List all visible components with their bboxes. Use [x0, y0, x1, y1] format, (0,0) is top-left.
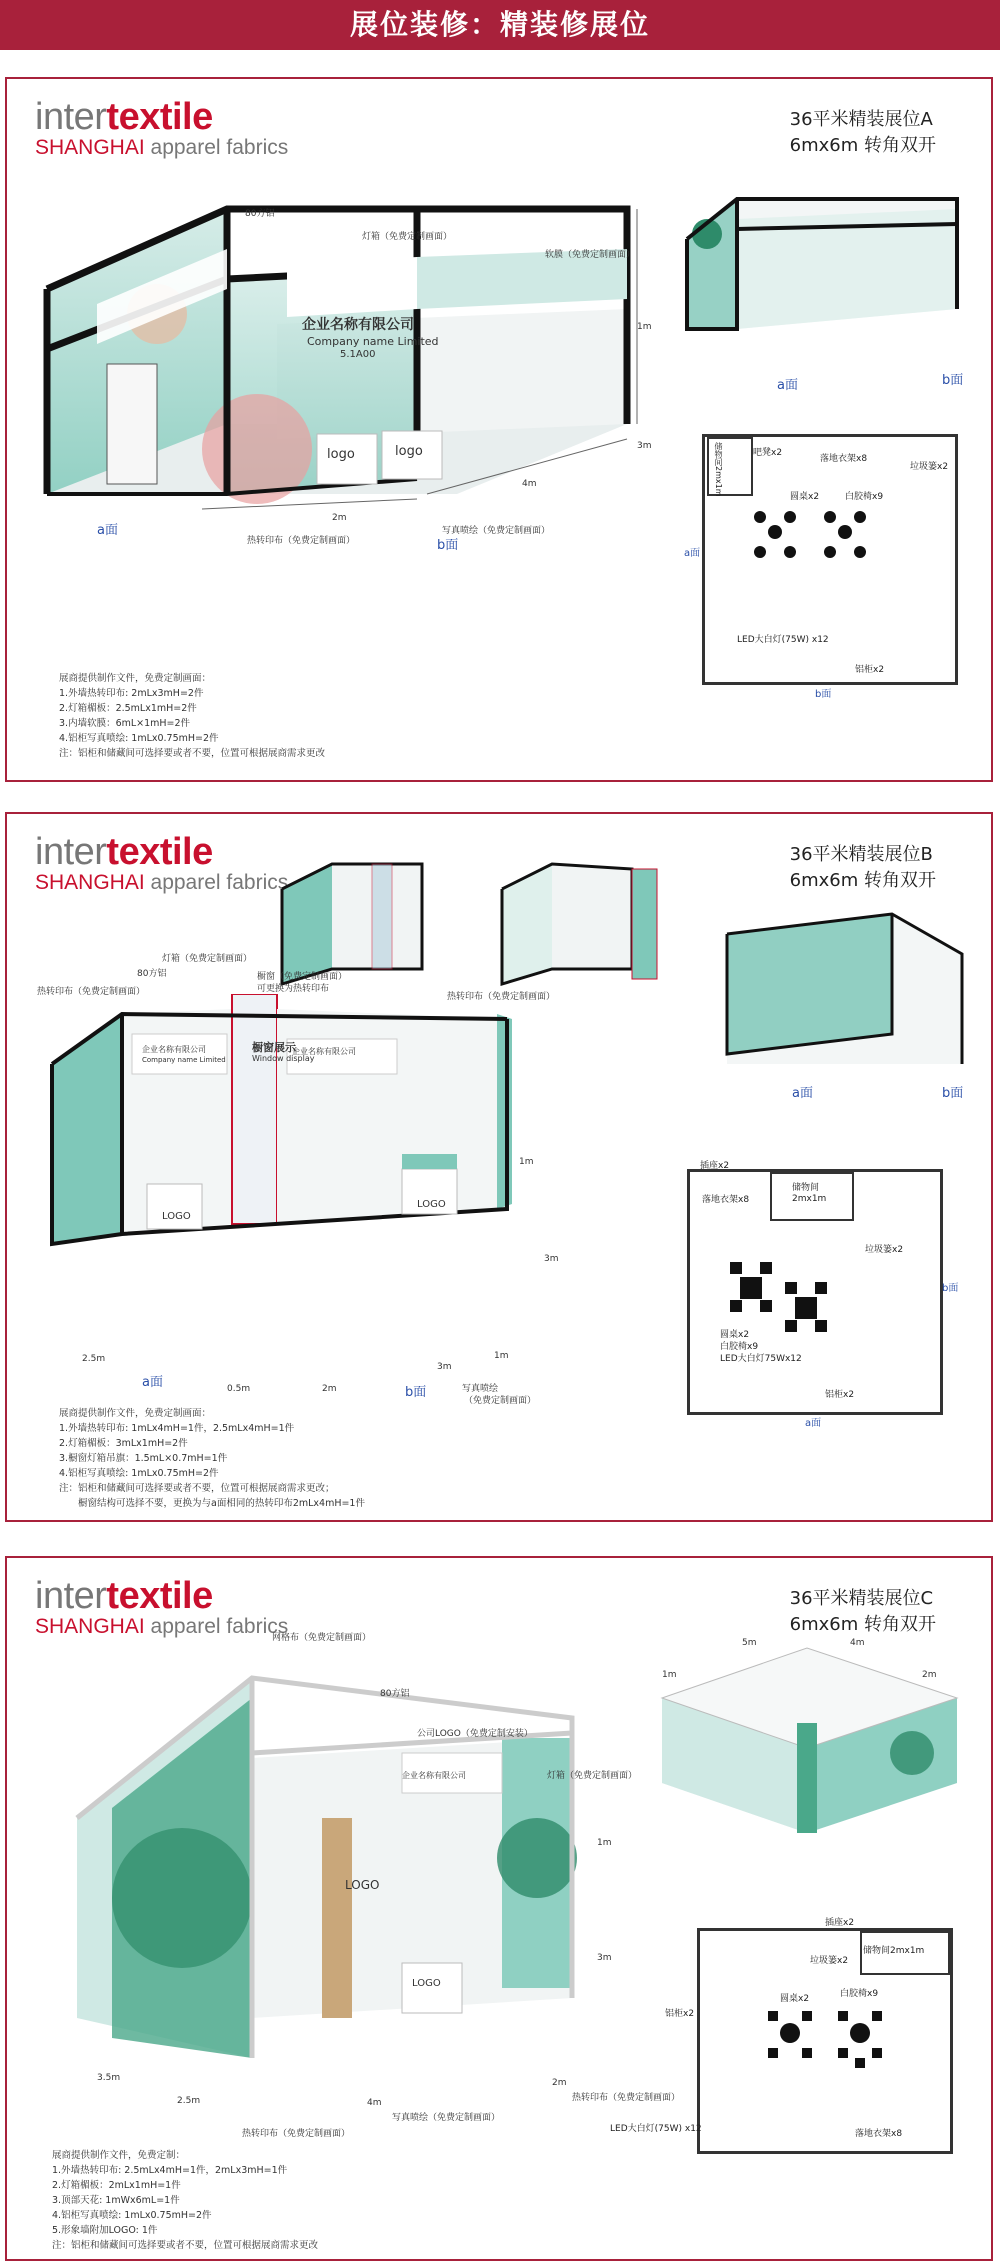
- text-label: textile: [106, 96, 213, 138]
- text-label: 落地衣架x8: [702, 1195, 750, 1205]
- text-label: inter: [35, 96, 107, 138]
- text-label: b面: [815, 689, 832, 700]
- text-label: 写真喷绘（免费定制画面）: [442, 526, 551, 536]
- text-label: inter: [35, 831, 107, 873]
- text-label: b面: [405, 1385, 427, 1400]
- text-label: 垃圾篓x2: [810, 1956, 849, 1966]
- text-label: 5.1A00: [340, 349, 376, 360]
- text-label: 3.5m: [97, 2073, 121, 2083]
- text-label: 白胶椅x9: [845, 492, 884, 502]
- text-label: 4.铝柜写真喷绘: 1mLx0.75mH=2件: [52, 2210, 212, 2221]
- text-label: a面: [97, 523, 118, 538]
- text-label: 企业名称有限公司: [402, 1771, 466, 1780]
- text-label: 2.灯箱楣板：2.5mLx1mH=2件: [59, 703, 197, 714]
- text-label: LED大白灯(75W) x12: [737, 635, 829, 645]
- text-label: 写真喷绘: [462, 1384, 499, 1394]
- text-label: 储物间2mx1m: [714, 442, 723, 497]
- text-label: 热转印布（免费定制画面）: [37, 987, 146, 997]
- text-label: inter: [35, 1575, 107, 1617]
- text-label: 0.5m: [227, 1384, 251, 1394]
- text-label: Company name Limited: [307, 335, 439, 348]
- label-alu: 80方铝: [245, 209, 275, 219]
- text-label: 落地衣架x8: [855, 2129, 903, 2139]
- text-label: apparel fabrics: [144, 136, 289, 159]
- text-label: 网格布（免费定制画面）: [272, 1633, 372, 1643]
- text-label: 2.5m: [82, 1354, 106, 1364]
- panel-booth-c: [5, 1556, 993, 2261]
- text-label: 5.形象墙附加LOGO: 1件: [52, 2225, 158, 2236]
- text-label: SHANGHAI: [35, 136, 145, 159]
- text-label: SHANGHAI: [35, 871, 145, 894]
- text-label: 2.5m: [177, 2096, 201, 2106]
- text-label: 热转印布（免费定制画面）: [447, 992, 556, 1002]
- text-label: 3m: [544, 1254, 559, 1264]
- text-label: 2.灯箱楣板：3mLx1mH=2件: [59, 1438, 188, 1449]
- booth-a-small-render: [677, 179, 967, 359]
- text-label: 可更换为热转印布: [257, 984, 330, 994]
- text-label: 3m: [437, 1362, 452, 1372]
- text-label: 36平米精装展位C: [789, 1588, 934, 1609]
- text-label: a面: [142, 1375, 163, 1390]
- text-label: 橱窗展示: [252, 1041, 296, 1054]
- text-label: （免费定制画面）: [464, 1396, 537, 1406]
- text-label: LOGO: [345, 1878, 380, 1892]
- text-label: 热转印布（免费定制画面）: [242, 2129, 351, 2139]
- text-label: 1m: [494, 1351, 509, 1361]
- text-label: 落地衣架x8: [820, 454, 868, 464]
- text-label: 写真喷绘（免费定制画面）: [392, 2113, 501, 2123]
- text-label: 6mx6m 转角双开: [789, 870, 936, 891]
- notes-b: [59, 1406, 365, 1511]
- text-label: 展商提供制作文件，免费定制画面：: [59, 673, 212, 684]
- text-label: 1.外墙热转印布: 2.5mLx4mH=1件，2mLx3mH=1件: [52, 2165, 288, 2176]
- text-label: 4m: [850, 1638, 865, 1648]
- text-label: 圆桌x2: [780, 1994, 810, 2004]
- label-lightbox: 灯箱（免费定制画面）: [362, 232, 453, 242]
- text-label: 1m: [519, 1157, 534, 1167]
- text-label: 80方铝: [137, 969, 167, 979]
- text-label: 垃圾篓x2: [865, 1245, 904, 1255]
- text-label: 6mx6m 转角双开: [789, 135, 936, 156]
- floorplan-a: [702, 434, 958, 685]
- text-label: 插座x2: [825, 1918, 855, 1928]
- text-label: SHANGHAI: [35, 1615, 145, 1638]
- text-label: LOGO: [162, 1211, 191, 1222]
- text-label: 1m: [662, 1670, 677, 1680]
- text-label: 白胶椅x9: [720, 1342, 759, 1352]
- text-label: 公司LOGO（免费定制安装）: [417, 1729, 533, 1739]
- text-label: 3.橱窗灯箱吊旗：1.5mL×0.7mH=1件: [59, 1453, 228, 1464]
- label-softbox: 软膜（免费定制画面）: [545, 250, 636, 260]
- text-label: LOGO: [417, 1199, 446, 1210]
- text-label: a面: [805, 1418, 822, 1429]
- floorplan-b: [687, 1161, 943, 1415]
- text-label: 4m: [522, 479, 537, 489]
- text-label: 4.铝柜写真喷绘: 1mLx0.75mH=2件: [59, 1468, 219, 1479]
- notes-c: [52, 2148, 318, 2253]
- text-label: 2mx1m: [792, 1194, 827, 1204]
- text-label: apparel fabrics: [144, 1615, 289, 1638]
- text-label: 2.灯箱楣板：2mLx1mH=1件: [52, 2180, 181, 2191]
- text-label: 铝柜x2: [855, 665, 885, 675]
- booth-b-side-render: [722, 904, 972, 1074]
- text-label: b面: [942, 1283, 959, 1294]
- panel-title: [790, 107, 936, 159]
- panel-booth-a: [5, 77, 993, 782]
- text-label: Company name Limited: [142, 1056, 226, 1064]
- text-label: 企业名称有限公司: [142, 1045, 206, 1054]
- text-label: Window display: [252, 1054, 315, 1063]
- text-label: 1m: [597, 1838, 612, 1848]
- text-label: 4.铝柜写真喷绘: 1mLx0.75mH=2件: [59, 733, 219, 744]
- page-header: [0, 0, 1000, 50]
- text-label: a面: [792, 1086, 813, 1101]
- text-label: 灯箱（免费定制画面）: [547, 1771, 638, 1781]
- text-label: 注：铝柜和储藏间可选择要或者不要，位置可根据展商需求更改: [52, 2240, 319, 2251]
- text-label: apparel fabrics: [144, 871, 289, 894]
- text-label: 36平米精装展位A: [789, 109, 933, 130]
- text-label: 3.顶部天花: 1mWx6mL=1件: [52, 2195, 180, 2206]
- text-label: 展商提供制作文件，免费定制：: [52, 2150, 186, 2161]
- text-label: 注：铝柜和储藏间可选择要或者不要，位置可根据展商需求更改: [59, 748, 326, 759]
- text-label: LED大白灯75Wx12: [720, 1354, 802, 1364]
- text-label: 热转印布（免费定制画面）: [572, 2093, 681, 2103]
- text-label: 1.外墙热转印布: 1mLx4mH=1件，2.5mLx4mH=1件: [59, 1423, 295, 1434]
- text-label: 2m: [332, 513, 347, 523]
- text-label: b面: [437, 538, 459, 553]
- text-label: 展商提供制作文件，免费定制画面：: [59, 1408, 212, 1419]
- text-label: 1.外墙热转印布: 2mLx3mH=2件: [59, 688, 204, 699]
- text-label: 热转印布（免费定制画面）: [247, 536, 356, 546]
- booth-b-render: [47, 994, 527, 1284]
- panel-booth-b: [5, 812, 993, 1522]
- text-label: 80方铝: [380, 1689, 410, 1699]
- text-label: 吧凳x2: [753, 448, 783, 458]
- text-label: 插座x2: [700, 1161, 730, 1171]
- booth-c-iso-render: [657, 1643, 967, 1843]
- text-label: 3.内墙软膜：6mL×1mH=2件: [59, 718, 191, 729]
- text-label: 2m: [322, 1384, 337, 1394]
- booth-c-render: [72, 1658, 642, 2078]
- text-label: 4m: [367, 2098, 382, 2108]
- text-label: 白胶椅x9: [840, 1989, 879, 1999]
- text-label: 铝柜x2: [825, 1390, 855, 1400]
- text-label: LED大白灯(75W) x12: [610, 2124, 702, 2134]
- text-label: 铝柜x2: [665, 2009, 695, 2019]
- text-label: 6mx6m 转角双开: [789, 1614, 936, 1635]
- text-label: 灯箱（免费定制画面）: [162, 954, 253, 964]
- text-label: LOGO: [412, 1978, 441, 1989]
- text-label: 36平米精装展位B: [789, 844, 933, 865]
- text-label: 注：铝柜和储藏间可选择要或者不要，位置可根据展商需求更改；: [59, 1483, 335, 1494]
- text-label: 企业名称有限公司: [292, 1047, 356, 1056]
- text-label: 5m: [742, 1638, 757, 1648]
- text-label: 橱窗（免费定制画面）: [257, 972, 348, 982]
- text-label: 橱窗结构可选择不要，更换为与a面相同的热转印布2mLx4mH=1件: [59, 1498, 365, 1509]
- text-label: 圆桌x2: [790, 492, 820, 502]
- text-label: b面: [942, 373, 964, 388]
- text-label: 储物间: [792, 1183, 820, 1193]
- text-label: 3m: [637, 441, 652, 451]
- text-label: 3m: [597, 1953, 612, 1963]
- text-label: b面: [942, 1086, 964, 1101]
- text-label: logo: [327, 447, 355, 462]
- intertextile-logo: [35, 832, 288, 894]
- text-label: 圆桌x2: [720, 1330, 750, 1340]
- text-label: 2m: [922, 1670, 937, 1680]
- text-label: 1m: [637, 322, 652, 332]
- page-title: 展位装修：精装修展位: [349, 8, 650, 41]
- text-label: 储物间2mx1m: [863, 1946, 925, 1956]
- notes-a: [59, 671, 325, 761]
- panel-title: [790, 842, 936, 894]
- text-label: 企业名称有限公司: [302, 317, 414, 333]
- text-label: 垃圾篓x2: [910, 462, 949, 472]
- intertextile-logo: [35, 1576, 288, 1638]
- panel-title: [790, 1586, 936, 1638]
- text-label: 2m: [552, 2078, 567, 2088]
- text-label: logo: [395, 444, 423, 459]
- text-label: textile: [106, 831, 213, 873]
- text-label: textile: [106, 1575, 213, 1617]
- text-label: a面: [684, 548, 701, 559]
- text-label: a面: [777, 378, 798, 393]
